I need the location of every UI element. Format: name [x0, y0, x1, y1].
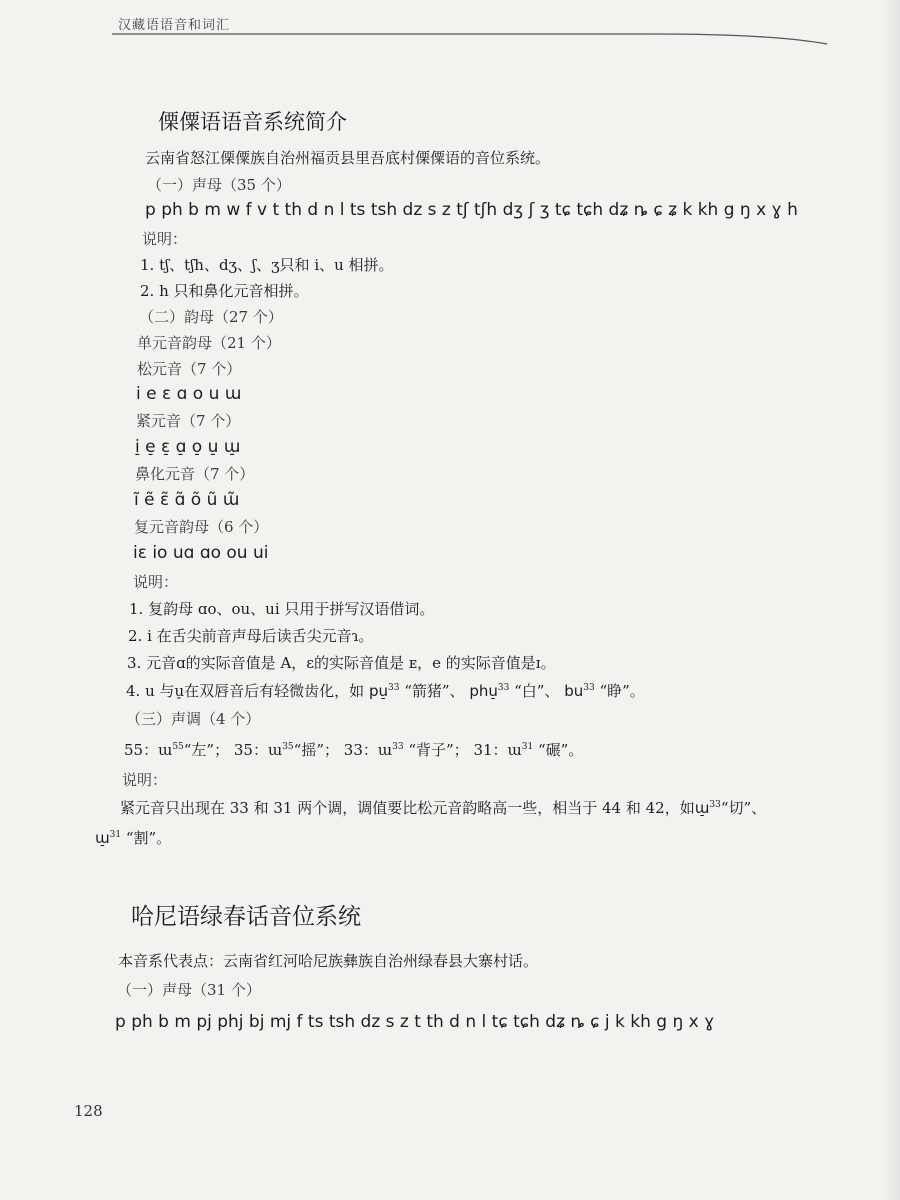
- note-tense-tones-line1: [120, 798, 766, 818]
- gloss: “切”、: [720, 799, 767, 817]
- finals-heading-lisu: （二）韵母（27 个）: [139, 308, 283, 326]
- note-item: 1. tʃ、tʃh、dʒ、ʃ、ʒ只和 i、u 相拼。: [140, 256, 394, 274]
- note-label: 说明：: [142, 230, 188, 248]
- example-word: ɯ̠: [95, 829, 110, 847]
- example-word: bu: [564, 682, 584, 700]
- tone-mark: 55: [172, 742, 184, 752]
- note-label: 说明：: [133, 573, 179, 591]
- tone-example: 33：ɯ: [343, 741, 393, 759]
- note-item: 2. h 只和鼻化元音相拼。: [140, 282, 309, 300]
- compound-finals-list: iɛ io uɑ ɑo ou ui: [133, 543, 269, 563]
- intro-lisu: 云南省怒江傈僳族自治州福贡县里吾底村傈僳语的音位系统。: [145, 149, 551, 167]
- tone-mark: 33: [583, 683, 595, 693]
- section-title-lisu: 傈僳语语音系统简介: [158, 110, 347, 134]
- gloss: “白”、: [509, 682, 565, 700]
- tones-line: [124, 740, 583, 760]
- example-word: pu̠: [368, 682, 388, 700]
- initials-list-hani: p ph b m pj phj bj mj f ts tsh dz s z t th d n l tɕ tɕh dʑ ȵ ɕ j k kh g ŋ x ɣ: [115, 1012, 715, 1032]
- note-tense-tones-line2: [95, 828, 171, 848]
- tone-mark: 31: [521, 742, 534, 752]
- single-finals-heading: 单元音韵母（21 个）: [137, 334, 281, 352]
- example-word: phu̠: [469, 682, 498, 700]
- note-item: 1. 复韵母 ɑo、ou、ui 只用于拼写汉语借词。: [129, 600, 435, 618]
- tone-example: 31：ɯ: [473, 741, 522, 759]
- page-number: 128: [74, 1102, 103, 1120]
- gloss: “左”；: [183, 741, 230, 759]
- lax-vowels-list: i e ɛ ɑ o u ɯ: [136, 384, 242, 404]
- lax-vowels-heading: 松元音（7 个）: [137, 360, 242, 378]
- tones-heading-lisu: （三）声调（4 个）: [126, 710, 261, 728]
- nasal-vowels-heading: 鼻化元音（7 个）: [135, 465, 255, 483]
- gloss: “箭猪”、: [399, 682, 470, 700]
- note-item: 3. 元音ɑ的实际音值是 A，ɛ的实际音值是 ᴇ，e 的实际音值是ɪ。: [127, 654, 556, 672]
- gloss: “背子”；: [403, 741, 469, 759]
- gloss: “睁”。: [594, 682, 645, 700]
- note-text: 紧元音只出现在 33 和 31 两个调，调值要比松元音韵略高一些，相当于 44 和 42，如: [120, 799, 695, 817]
- note-text: 4. u 与u̠在双唇音后有轻微齿化，如: [126, 682, 369, 700]
- note-label: 说明：: [122, 771, 168, 789]
- example-word: ɯ̠: [694, 799, 710, 817]
- initials-list-lisu: p ph b m w f v t th d n l ts tsh dz s z tʃ tʃh dʒ ʃ ʒ tɕ tɕh dʑ ȵ ɕ ʑ k kh g ŋ x ɣ h: [145, 200, 798, 220]
- initials-heading-lisu: （一）声母（35 个）: [147, 176, 291, 194]
- section-title-hani: 哈尼语绿春话音位系统: [131, 904, 361, 930]
- tense-vowels-heading: 紧元音（7 个）: [136, 412, 241, 430]
- tone-mark: 33: [387, 683, 400, 693]
- tense-vowels-list: i̠ e̠ ɛ̠ ɑ̠ o̠ u̠ ɯ̠: [135, 437, 241, 457]
- initials-heading-hani: （一）声母（31 个）: [117, 981, 261, 999]
- note-item-tooth-labialization: [126, 681, 645, 701]
- tone-example: 35：ɯ: [233, 741, 283, 759]
- tone-example: 55：ɯ: [124, 741, 173, 759]
- nasal-vowels-list: ĩ ẽ ɛ̃ ɑ̃ õ ũ ɯ̃: [134, 490, 240, 510]
- gloss: “碾”。: [533, 741, 584, 759]
- compound-finals-heading: 复元音韵母（6 个）: [134, 518, 269, 536]
- note-item: 2. i 在舌尖前音声母后读舌尖元音ɿ。: [128, 627, 374, 645]
- gloss: “割”。: [121, 829, 172, 847]
- header-rule: [112, 24, 832, 54]
- running-header: 汉藏语语音和词汇: [118, 18, 231, 33]
- gloss: “摇”；: [293, 741, 339, 759]
- tone-mark: 31: [109, 830, 122, 840]
- tone-mark: 33: [709, 800, 721, 810]
- intro-hani: 本音系代表点：云南省红河哈尼族彝族自治州绿春县大寨村话。: [118, 952, 539, 970]
- page-edge-shadow: [882, 0, 900, 1200]
- tone-mark: 35: [282, 742, 294, 752]
- tone-mark: 33: [392, 742, 404, 752]
- tone-mark: 33: [497, 683, 510, 693]
